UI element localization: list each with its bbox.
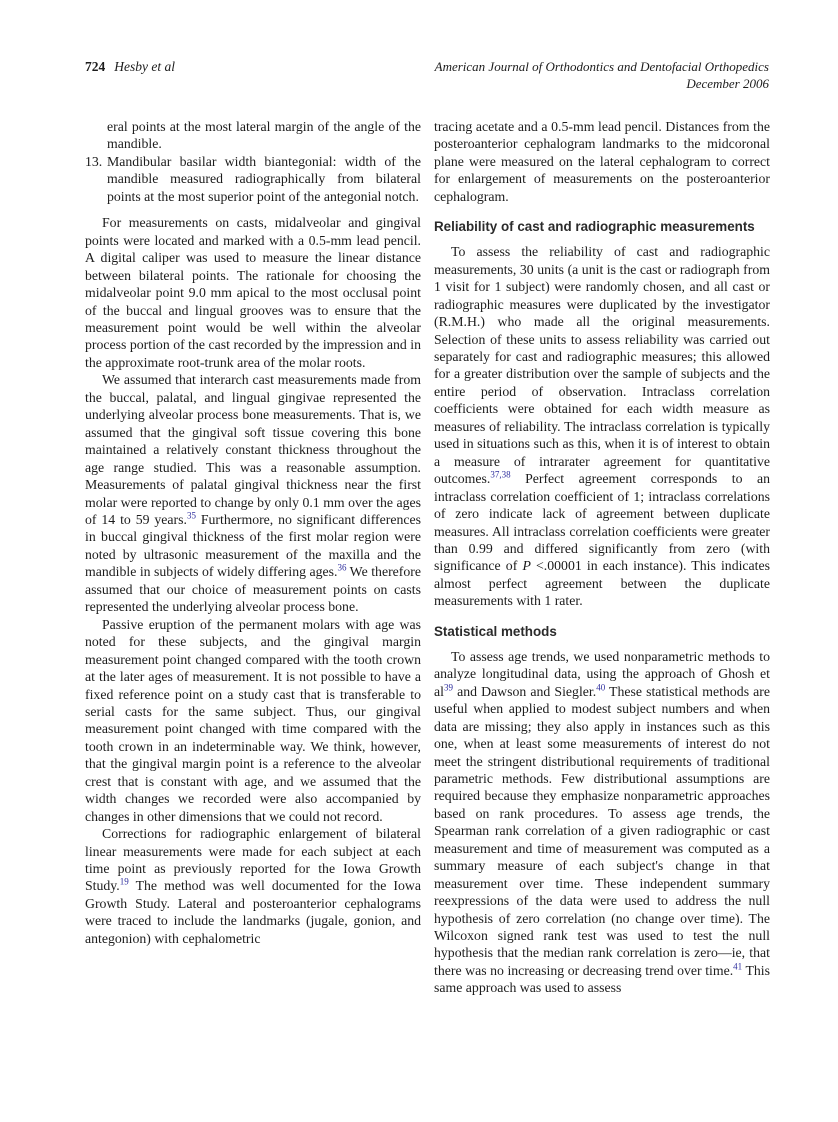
- inline-italic: P: [522, 558, 531, 574]
- left-column: [85, 118, 421, 997]
- page-number: 724: [85, 59, 106, 74]
- running-head-author: Hesby et al: [114, 59, 175, 74]
- body-paragraph: To assess the reliability of cast and radiographic measurements, 30 units (a unit is the cast or radiograph from 1 visit for 1 subject) were randomly chosen, and all cast or radiographic measures were duplicated by the investigator (R.M.H.) who made all the original measurements. Selection of these units to assess reliability was carried out separately for cast and radiographic measures; this allowed for a greater distribution over the sample of subjects and the entire period of observation. Intraclass correlation coefficients were obtained for each width measure as measures of reliability. The intraclass correlation is typically used in situations such as this, when it is of interest to obtain a measure of intrarater agreement for quantitative outcomes.$^{37,38}$ Perfect agreement corresponds to an intraclass correlation coefficient of 1; intraclass correlations of zero indicate lack of agreement between duplicate measures. All intraclass correlation coefficients were greater than 0.99 and differed significantly from zero (with significance of P <.00001 in each instance). This indicates almost perfect agreement between the duplicate measurements with 1 rater.: [434, 244, 771, 609]
- reference-link[interactable]: 40: [596, 682, 606, 693]
- body-paragraph: For measurements on casts, midalveolar and gingival points were located and marked with a 0.5-mm lead pencil. A digital caliper was used to measure the linear distance between bilateral points. The rationale for choosing the midalveolar point 9.0 mm apical to the most occlusal point of the buccal and lingual grooves was to ensure that the measurement point would be well within the alveolar process portion of the cast recorded by the impression and in the approximate root-trunk area of the molar roots.: [85, 215, 421, 370]
- running-head-right: [435, 59, 769, 92]
- reference-link[interactable]: 35: [186, 510, 196, 521]
- list-item-13: [85, 153, 421, 205]
- body-paragraph: Passive eruption of the permanent molars with age was noted for these subjects, and the gingival margin measurement point changed compared with the tooth crown at the later ages of measurement. It is not possible to have a fixed reference point on a study cast that is transferable to serial casts for the same subject. Thus, our gingival measurement point changed with time compared with the tooth crown in an indeterminable way. We think, however, that the gingival margin point is a reference to the alveolar crest that is constant with age, and we assumed that the width changes we recorded were also accompanied by changes in other dimensions that we could not record.: [85, 616, 421, 824]
- body-paragraph: To assess age trends, we used nonparametric methods to analyze longitudinal data, using the approach of Ghosh et al$^{39}$ and Dawson and Siegler.$^{40}$ These statistical methods are useful when applied to modest subject numbers and when data are missing; they also apply in instances such as this one, when at least some measurements of interest do not meet the stringent distributional requirements of traditional parametric methods. Few distributional assumptions are required because they emphasize nonparametric approaches based on rank procedures. To assess age trends, the Spearman rank correlation of a given radiographic or cast measurement and time of measurement was computed as a summary measure of each subject's change in that measurement over time. These independent summary reexpressions of the data were used to address the null hypothesis of zero correlation (no change over time). The Wilcoxon signed rank test was used to test the null hypothesis that the median rank correlation is zero—ie, that there was no increasing or decreasing trend over time.$^{41}$ This same approach was used to assess: [434, 648, 770, 996]
- body-paragraph: We assumed that interarch cast measurements made from the buccal, palatal, and lingual gingivae represented the underlying alveolar process bone measurements. That is, we assumed that the gingival soft tissue covering this bone maintained a relatively constant thickness throughout the age range studied. This was a reasonable assumption. Measurements of palatal gingival thickness near the first molar were reported to change by only 0.1 mm over the ages of 14 to 59 years.$^{35}$ Furthermore, no significant differences in buccal gingival thickness of the first molar region were noted by ultrasonic measurement of the maxilla and the mandible in subjects of widely differing ages.$^{36}$ We therefore assumed that our choice of measurement points on casts represented the underlying alveolar process bone.: [85, 372, 421, 615]
- reference-link[interactable]: 41: [733, 961, 743, 972]
- body-paragraph: Corrections for radiographic enlargement of bilateral linear measurements were made for each subject at each time point as previously reported for the Iowa Growth Study.$^{19}$ The method was well documented for the Iowa Growth Study. Lateral and posteroanterior cephalograms were traced to include the landmarks (jugale, gonion, and antegonion) with cephalometric: [85, 826, 421, 946]
- reference-link[interactable]: 39: [443, 682, 453, 693]
- list-item-12-continuation: eral points at the most lateral margin of the angle of the mandible.: [107, 119, 421, 152]
- list-item-text: Mandibular basilar width biantegonial: width of the mandible measured radiographically from bilateral points at the most superior point of the antegonial notch.: [107, 153, 421, 204]
- reference-link[interactable]: 37,38: [490, 469, 511, 480]
- body-paragraph: tracing acetate and a 0.5-mm lead pencil. Distances from the posteroanterior cephalogram landmarks to the midcoronal plane were measured on the lateral cephalogram to correct for enlargement of measurements on the posteroanterior cephalogram.: [434, 119, 770, 204]
- journal-issue-date: December 2006: [686, 75, 769, 91]
- list-item-number: 13.: [85, 153, 103, 169]
- page-header: [85, 59, 769, 92]
- section-heading-statistical-methods: Statistical methods: [434, 623, 557, 639]
- reference-link[interactable]: 19: [119, 876, 129, 887]
- section-heading-reliability: Reliability of cast and radiographic measurements: [434, 219, 755, 235]
- running-head-left: [85, 59, 175, 75]
- article-body: [85, 118, 770, 997]
- reference-link[interactable]: 36: [337, 562, 347, 573]
- journal-title: American Journal of Orthodontics and Dentofacial Orthopedics: [434, 59, 769, 74]
- right-column: [434, 118, 770, 997]
